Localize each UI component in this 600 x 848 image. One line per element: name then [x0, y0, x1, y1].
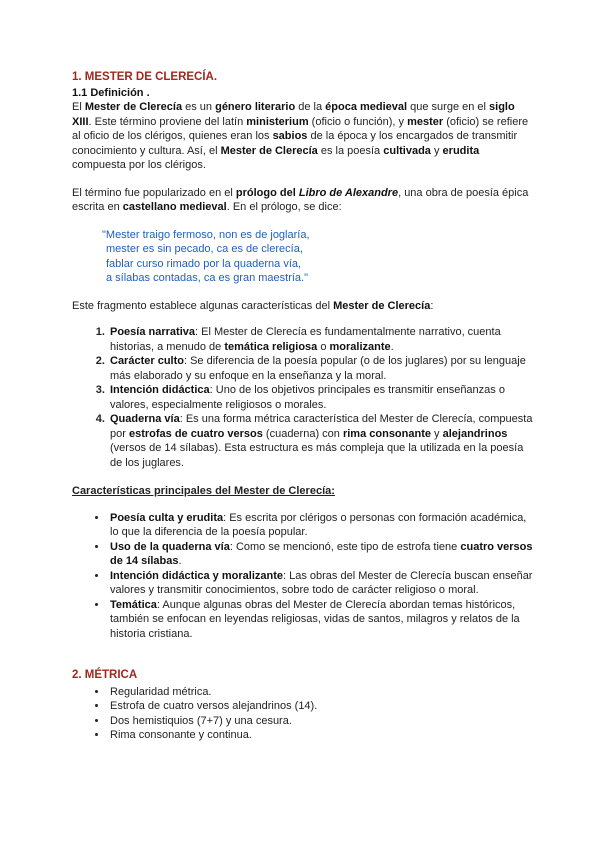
emphasis-text: cultivada	[383, 144, 431, 157]
document-page	[72, 70, 534, 743]
definition-paragraph: El Mester de Clerecía es un género literario de la época medieval que surge en el siglo XIII. Este término proviene del latín ministerium (oficio o función), y mester (oficio) se refiere al oficio de los clérigos, quienes eran los sabios de la época y los encargados de transmitir conocimiento y cultura. Así, el Mester de Clerecía es la poesía cultivada y erudita compuesta por los clérigos.	[72, 101, 529, 171]
emphasis-text: Carácter culto	[110, 355, 184, 367]
emphasis-text: ministerium	[246, 115, 309, 128]
subsection-title: 1.1 Definición .	[72, 86, 150, 99]
metrica-list	[72, 685, 534, 743]
list-item: • Poesía culta y erudita: Es escrita por clérigos o personas con formación académica, lo que la diferencia de la poesía popular.	[108, 511, 534, 540]
section-2-title: 2. MÉTRICA	[72, 669, 138, 681]
emphasis-text: cuatro versos de 14 sílabas	[110, 540, 533, 567]
emphasis-text: moralizante	[329, 340, 391, 353]
principal-characteristics-list	[72, 511, 534, 642]
emphasis-text: erudita	[442, 144, 480, 157]
list-item: • Uso de la quaderna vía: Como se mencionó, este tipo de estrofa tiene cuatro versos de 14 sílabas.	[108, 540, 534, 569]
list-item: • Rima consonante y continua.	[108, 728, 534, 743]
emphasis-text: Intención didáctica y moralizante	[110, 569, 283, 582]
poem-quote	[102, 228, 534, 286]
emphasis-text: Poesía narrativa	[110, 326, 195, 338]
emphasis-text: Mester de Clerecía	[220, 144, 318, 157]
emphasis-text: prólogo del	[235, 186, 299, 199]
quote-line: a sílabas contadas, ca es gran maestría."	[106, 272, 309, 284]
emphasis-text: Poesía culta y erudita	[110, 511, 224, 524]
list-item: • Dos hemistiquios (7+7) y una cesura.	[108, 714, 534, 729]
list-item: 4. Quaderna vía: Es una forma métrica característica del Mester de Clerecía, compuesta por estrofas de cuatro versos (cuaderna) con rima consonante y alejandrinos (versos de 14 sílabas). Esta estructura es más compleja que la utilizada en la poesía de los juglares.	[108, 412, 534, 470]
emphasis-text: siglo XIII	[72, 101, 515, 128]
list-item: • Temática: Aunque algunas obras del Mester de Clerecía abordan temas históricos, también se enfocan en leyendas religiosas, vidas de santos, milagros y relatos de la historia cristiana.	[108, 598, 534, 642]
emphasis-text: Intención didáctica	[110, 384, 210, 396]
emphasis-text: género literario	[215, 101, 296, 113]
quote-line: "Mester traigo fermoso, non es de joglaría,	[102, 228, 310, 241]
quote-line: mester es sin pecado, ca es de clerecía,	[106, 243, 303, 255]
list-item: • Estrofa de cuatro versos alejandrinos (14).	[108, 699, 534, 714]
principal-characteristics-heading: Características principales del Mester de Clerecía:	[72, 485, 335, 497]
emphasis-text: estrofas de cuatro versos	[128, 427, 263, 440]
quote-line: fablar curso rimado por la quaderna vía,	[106, 257, 302, 270]
emphasis-text: Temática	[110, 598, 157, 611]
prologue-paragraph: El término fue popularizado en el prólogo del Libro de Alexandre, una obra de poesía épica escrita en castellano medieval. En el prólogo, se dice:	[72, 186, 529, 213]
emphasis-text: Mester de Clerecía	[333, 299, 431, 312]
emphasis-text: sabios	[272, 130, 308, 142]
emphasis-text: Libro de Alexandre	[298, 186, 399, 199]
emphasis-text: Quaderna vía	[110, 413, 180, 425]
emphasis-text: Mester de Clerecía	[84, 101, 183, 113]
characteristics-list	[72, 325, 534, 470]
list-item: • Intención didáctica y moralizante: Las obras del Mester de Clerecía buscan enseñar valores y transmitir conocimientos, sobre todo de carácter religioso o moral.	[108, 569, 534, 598]
list-item: 2. Carácter culto: Se diferencia de la poesía popular (o de los juglares) por su lenguaje más elaborado y su enfoque en la enseñanza y la moral.	[108, 354, 534, 383]
section-1-title: 1. MESTER DE CLERECÍA.	[72, 71, 218, 83]
emphasis-text: Uso de la quaderna vía	[110, 540, 230, 553]
list-item: 3. Intención didáctica: Uno de los objetivos principales es transmitir enseñanzas o valores, especialmente religiosos o morales.	[108, 383, 534, 412]
emphasis-text: temática religiosa	[224, 340, 318, 353]
fragment-paragraph: Este fragmento establece algunas características del Mester de Clerecía:	[72, 299, 434, 312]
emphasis-text: época medieval	[325, 101, 408, 113]
emphasis-text: rima consonante	[342, 427, 431, 440]
emphasis-text: alejandrinos	[442, 427, 508, 440]
list-item: • Regularidad métrica.	[108, 685, 534, 700]
list-item: 1. Poesía narrativa: El Mester de Clerecía es fundamentalmente narrativo, cuenta historias, a menudo de temática religiosa o moralizante.	[108, 325, 534, 354]
emphasis-text: mester	[407, 115, 444, 128]
emphasis-text: castellano medieval	[122, 201, 227, 213]
